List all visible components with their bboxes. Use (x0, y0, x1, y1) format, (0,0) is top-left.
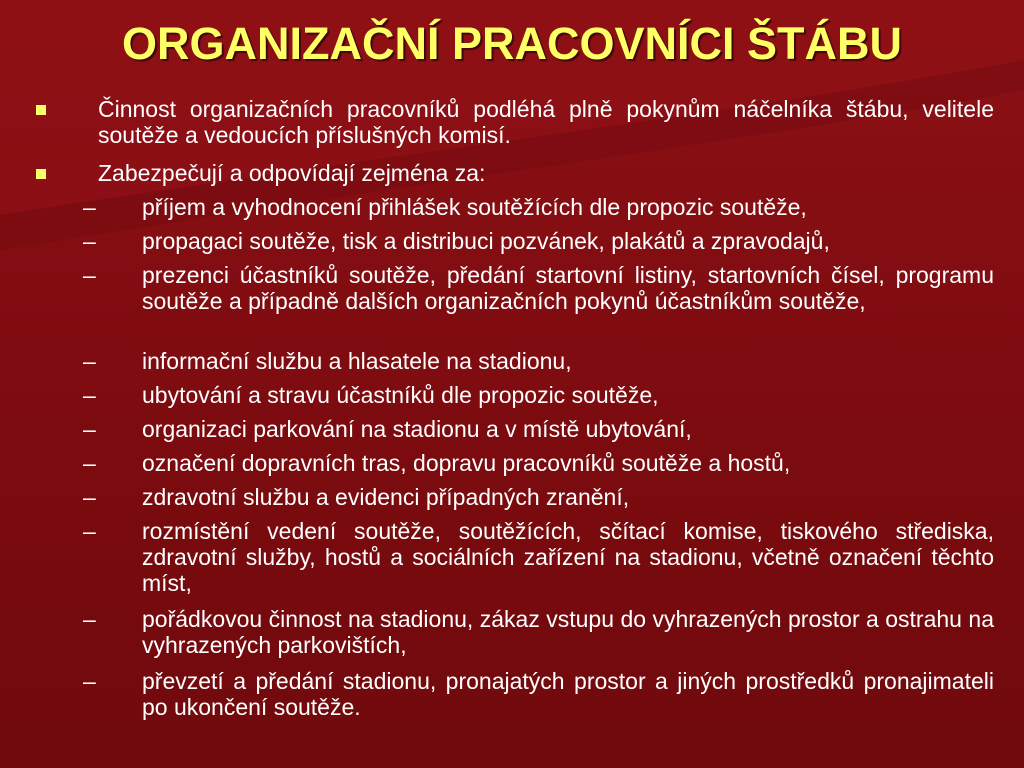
sub-item-text: organizaci parkování na stadionu a v místě ubytování, (142, 416, 692, 442)
sub-item-text: propagaci soutěže, tisk a distribuci pozvánek, plakátů a zpravodajů, (142, 228, 830, 254)
bullet-text: Zabezpečují a odpovídají zejména za: (98, 160, 486, 186)
sub-item-text: zdravotní službu a evidenci případných zranění, (142, 484, 630, 510)
dash-marker: – (83, 416, 96, 442)
dash-marker: – (83, 348, 96, 374)
sub-item-text: prezenci účastníků soutěže, předání startovní listiny, startovních čísel, programu soutěže a případně dalších organizačních pokynů účastníkům soutěže, (142, 262, 994, 314)
dash-marker: – (83, 262, 96, 288)
dash-marker: – (83, 450, 96, 476)
sub-item-text: označení dopravních tras, dopravu pracovníků soutěže a hostů, (142, 450, 791, 476)
sub-item-text: ubytování a stravu účastníků dle propozic soutěže, (142, 382, 659, 408)
dash-marker: – (83, 606, 96, 632)
sub-item-text: rozmístění vedení soutěže, soutěžících, sčítací komise, tiskového střediska, zdravotní služby, hostů a sociálních zařízení na stadionu, včetně označení těchto míst, (142, 518, 994, 596)
dash-marker: – (83, 518, 96, 544)
sub-item-text: převzetí a předání stadionu, pronajatých prostor a jiných prostředků pronajimateli po ukončení soutěže. (142, 668, 994, 720)
dash-marker: – (83, 194, 96, 220)
dash-marker: – (83, 668, 96, 694)
bullet-text: Činnost organizačních pracovníků podléhá plně pokynům náčelníka štábu, velitele soutěže a vedoucích příslušných komisí. (98, 96, 994, 148)
sub-item-text: příjem a vyhodnocení přihlášek soutěžících dle propozic soutěže, (142, 194, 807, 220)
sub-item-text: informační službu a hlasatele na stadionu, (142, 348, 572, 374)
sub-item-text: pořádkovou činnost na stadionu, zákaz vstupu do vyhrazených prostor a ostrahu na vyhrazených parkovištích, (142, 606, 994, 658)
dash-marker: – (83, 382, 96, 408)
slide-title: ORGANIZAČNÍ PRACOVNÍCI ŠTÁBU (121, 18, 902, 69)
square-bullet-icon (36, 105, 46, 115)
dash-marker: – (83, 484, 96, 510)
square-bullet-icon (36, 169, 46, 179)
dash-marker: – (83, 228, 96, 254)
